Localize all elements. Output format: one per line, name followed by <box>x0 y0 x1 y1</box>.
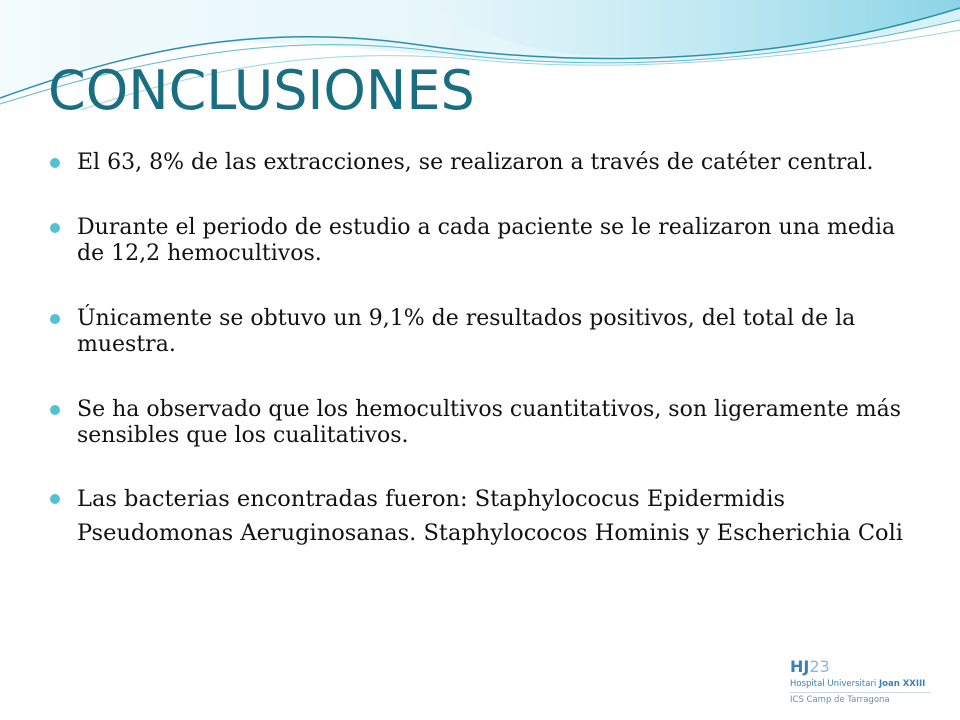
logo-hospital-name-prefix: Hospital Universitari <box>790 679 879 689</box>
logo-mark-letters: HJ <box>790 657 810 676</box>
bullet-text: Se ha observado que los hemocultivos cuantitativos, son ligeramente más sensibles que los cualitativos. <box>77 397 901 448</box>
logo-organization: ICS Camp de Tarragona <box>790 695 890 705</box>
bullet-text: Únicamente se obtuvo un 9,1% de resultados positivos, del total de la muestra. <box>77 306 856 357</box>
list-item <box>50 150 920 176</box>
list-item <box>50 397 920 449</box>
bullet-text: Durante el periodo de estudio a cada paciente se le realizaron una media de 12,2 hemocultivos. <box>77 215 896 266</box>
logo-hospital-name-bold: Joan XXIII <box>879 679 926 689</box>
bullet-text: Las bacterias encontradas fueron: Staphylococus Epidermidis Pseudomonas Aeruginosanas. Staphylococos Hominis y Escherichia Coli <box>77 486 903 546</box>
list-item <box>50 215 920 267</box>
logo-mark <box>790 657 830 676</box>
conclusions-list <box>50 150 920 550</box>
bullet-dot-icon <box>50 314 60 324</box>
logo-divider <box>790 692 930 693</box>
slide-title: CONCLUSIONES <box>48 59 475 122</box>
bullet-dot-icon <box>50 158 60 168</box>
list-item <box>50 306 920 358</box>
hospital-logo <box>785 655 945 715</box>
bullet-dot-icon <box>50 405 60 415</box>
logo-hospital-name <box>790 679 925 689</box>
list-item <box>50 482 920 550</box>
bullet-dot-icon <box>50 494 60 504</box>
bullet-dot-icon <box>50 223 60 233</box>
logo-mark-number: 23 <box>809 657 830 676</box>
bullet-text: El 63, 8% de las extracciones, se realizaron a través de catéter central. <box>77 150 874 175</box>
